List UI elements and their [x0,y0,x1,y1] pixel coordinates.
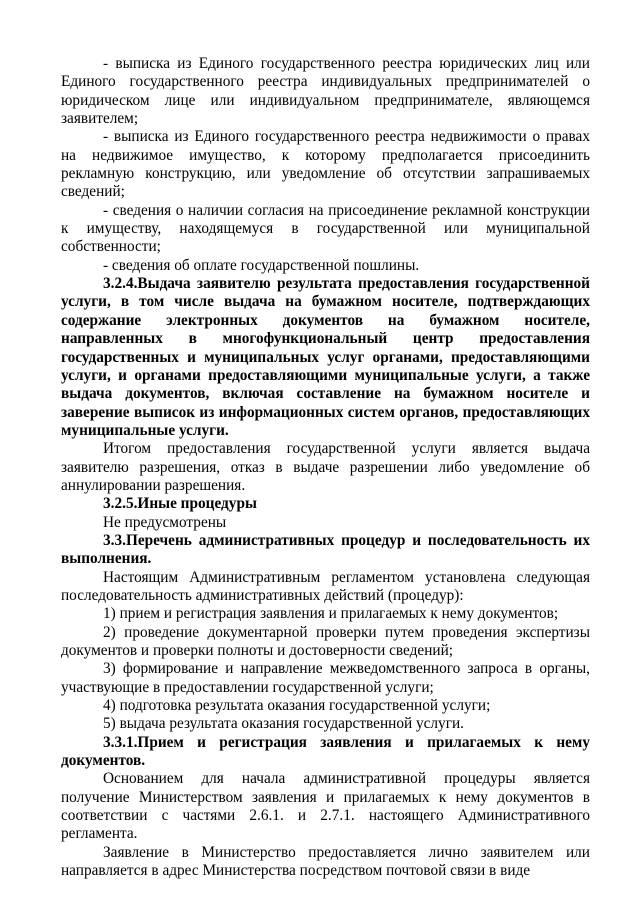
section-heading-3-2-5: 3.2.5.Иные процедуры [103,495,257,513]
paragraph-not-provided: Не предусмотрены [103,513,227,531]
paragraph-result: Итогом предоставления государственной услуги является выдача заявителю разрешения, отказ в выдаче разрешении либо уведомление об аннулировании разрешения. [61,440,590,494]
list-item-consent-info: - сведения о наличии согласия на присоединение рекламной конструкции к имуществу, находящемуся в государственной или муниципальной собственности; [61,201,590,256]
paragraph-submission: Заявление в Министерство предоставляется лично заявителем или направляется в адрес Министерства посредством почтовой связи в виде [61,843,590,880]
paragraph-sequence-intro: Настоящим Административным регламентом установлена следующая последовательность административных действий (процедур): [61,568,590,604]
section-heading-3-2-4: 3.2.4.Выдача заявителю результата предоставления государственной услуги, в том числе выдача на бумажном носителе, подтверждающих содержание электронных документов на бумажном носителе, направленных в многофункциональный центр предоставления государственных и муниципальных услуг органами, предоставляющими услуги, и органами предоставляющими муниципальные услуги, а также выдача документов, включая составление на бумажном носителе и заверение выписок из информационных систем органов, предоставляющих муниципальные услуги. [61,275,590,439]
procedure-item-5: 5) выдача результата оказания государственной услуги. [103,715,464,733]
procedure-item-1: 1) прием и регистрация заявления и прилагаемых к нему документов; [103,605,559,623]
procedure-item-4: 4) подготовка результата оказания государственной услуги; [103,697,491,715]
procedure-item-3: 3) формирование и направление межведомственного запроса в органы, участвующие в предоставлении государственной услуги; [61,660,590,696]
procedure-item-2: 2) проведение документарной проверки путем проведения экспертизы документов и проверки полноты и достоверности сведений; [61,623,590,659]
section-heading-3-3: 3.3.Перечень административных процедур и последовательность их выполнения. [61,531,590,568]
list-item-fee-payment: - сведения об оплате государственной пошлины. [103,256,420,274]
section-heading-3-3-1: 3.3.1.Прием и регистрация заявления и прилагаемых к нему документов. [61,733,590,770]
list-item-legal-entity-extract: - выписка из Единого государственного реестра юридических лиц или Единого государственного реестра индивидуальных предпринимателей о юридическом лице или индивидуальном предпринимателе, являющемся заявителем; [61,55,590,128]
paragraph-basis: Основанием для начала административной процедуры является получение Министерством заявления и прилагаемых к нему документов в соответствии с частями 2.6.1. и 2.7.1. настоящего Административного регламента. [61,770,590,843]
list-item-real-estate-extract: - выписка из Единого государственного реестра недвижимости о правах на недвижимое имущество, к которому предполагается присоединить рекламную конструкцию, или уведомление об отсутствии запрашиваемых сведений; [61,128,590,201]
